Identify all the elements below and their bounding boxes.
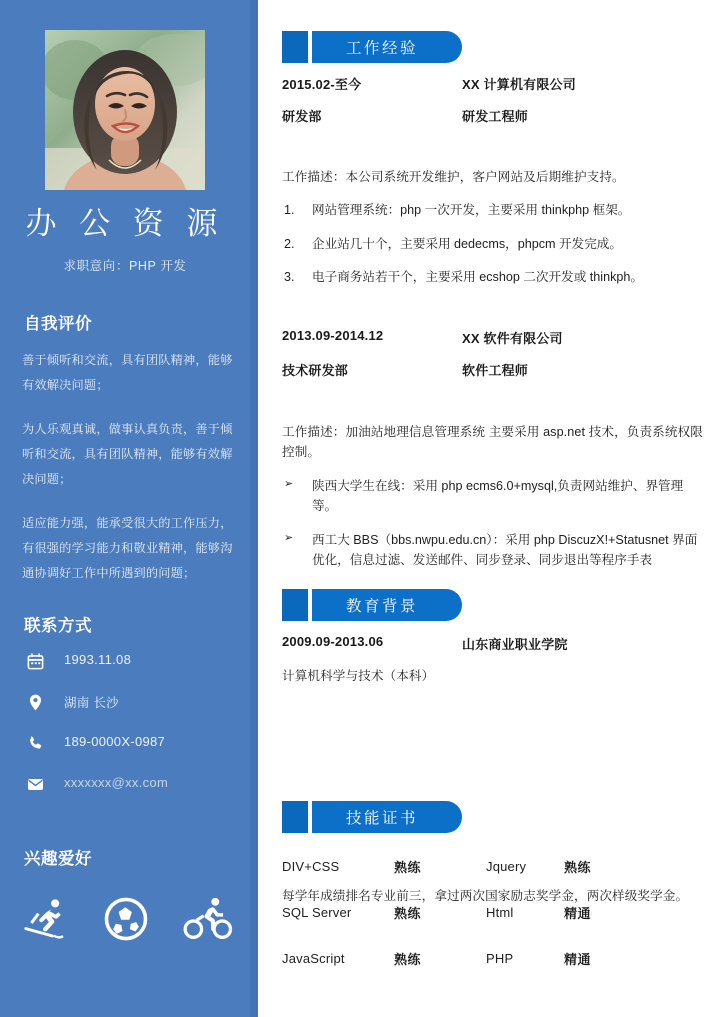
location-value: 湖南 长沙 [64,696,119,710]
skill-level: 精通 [564,905,592,921]
item-text: 网站管理系统：php 一次开发，主要采用 thinkphp 框架。 [312,203,631,218]
contact-title: 联系方式 [24,617,92,635]
calendar-icon [22,648,48,674]
work-job-1-details [282,167,706,287]
work-job-1 [282,74,706,138]
skill-level: 精通 [564,951,592,967]
item-text: 陕西大学生在线：采用 php ecms6.0+mysql,负责网站维护、界管理等。 [312,478,684,514]
self-eval-paragraph: 适应能力强，能承受很大的工作压力，有很强的学习能力和敬业精神，能够沟通协调好工作中所遇到的问题； [22,516,233,581]
skill-name: DIV+CSS [282,858,340,874]
job-numbered-item [282,267,706,287]
job-bullet-item [282,530,706,571]
email-value: xxxxxxx@xx.com [64,775,169,790]
skill-row [282,843,706,889]
job-dept-title-row [282,106,706,125]
self-eval-paragraph: 善于倾听和交流，具有团队精神，能够有效解决问题； [22,353,233,393]
hobbies-icon-row [18,890,238,948]
hobbies-title: 兴趣爱好 [24,850,92,868]
section-accent-square [282,589,308,621]
skill-row [282,935,706,981]
candidate-name: 办 公 资 源 [25,206,225,241]
soccer-ball-icon [100,890,152,948]
skill-level: 熟练 [394,951,422,967]
job-title: 软件工程师 [462,363,529,378]
job-period-company-row [282,74,706,93]
skill-name: SQL Server [282,904,352,920]
section-pill [312,801,462,833]
name-block [0,205,250,274]
sidebar [0,0,258,1017]
education-block [282,634,706,686]
skill-name: PHP [486,950,514,966]
job-department: 研发部 [282,109,322,124]
job-department: 技术研发部 [282,363,349,378]
job-company: XX 计算机有限公司 [462,77,576,92]
section-pill [312,31,462,63]
skill-name: JavaScript [282,950,345,966]
work-job-2 [282,328,706,392]
item-number: 2. [284,236,295,251]
job-objective: 求职意向：PHP 开发 [63,259,187,274]
contact-row-location [22,689,242,730]
section-title-education: 教育背景 [346,598,419,615]
section-accent-square [282,31,308,63]
skill-level: 熟练 [394,905,422,921]
skill-level: 熟练 [564,859,592,875]
education-period: 2009.09-2013.06 [282,634,384,649]
education-period-school-row [282,634,706,653]
self-evaluation-title: 自我评价 [24,315,92,333]
contact-list [22,648,242,812]
education-major: 计算机科学与技术（本科） [282,669,435,683]
section-title-skills: 技能证书 [346,810,419,827]
job-numbered-item [282,200,706,220]
skill-level: 熟练 [394,859,422,875]
skill-name: Html [486,904,514,920]
item-text: 电子商务站若干个，主要采用 ecshop 二次开发或 thinkph。 [312,269,643,284]
contact-row-birthday [22,648,242,689]
job-description: 工作描述：加油站地理信息管理系统 主要采用 asp.net 技术，负责系统权限控制。 [282,425,703,460]
phone-value: 189-0000X-0987 [64,734,166,749]
section-pill [312,589,462,621]
job-period-company-row [282,328,706,347]
job-bullet-item [282,476,706,517]
bullet-arrow-icon: ➢ [284,531,294,544]
skills-grid [282,843,706,981]
item-text: 企业站几十个，主要采用 dedecms，phpcm 开发完成。 [312,236,622,251]
work-job-2-details [282,422,706,582]
profile-photo [45,30,205,190]
cycling-icon [180,890,238,948]
sidebar-right-edge [250,0,258,1017]
self-evaluation-body [22,348,234,590]
job-period: 2015.02-至今 [282,77,362,92]
section-title-work: 工作经验 [346,40,419,57]
education-note: 每学年成绩排名专业前三，拿过两次国家励志奖学金，两次样级奖学金。 [282,889,689,903]
skiing-icon [18,890,72,948]
job-numbered-item [282,234,706,254]
education-school: 山东商业职业学院 [462,637,568,652]
job-period: 2013.09-2014.12 [282,328,384,343]
item-number: 3. [284,269,295,284]
bullet-arrow-icon: ➢ [284,477,294,490]
job-company: XX 软件有限公司 [462,331,563,346]
main-column [258,0,720,1017]
job-description: 工作描述：本公司系统开发维护，客户网站及后期维护支持。 [282,170,625,184]
contact-row-email [22,771,242,812]
job-title: 研发工程师 [462,109,529,124]
skill-row [282,889,706,935]
envelope-icon [22,771,48,797]
birthday-value: 1993.11.08 [64,652,132,667]
item-number: 1. [284,203,295,218]
self-eval-paragraph: 为人乐观真诚，做事认真负责，善于倾听和交流，具有团队精神，能够有效解决问题； [22,422,233,487]
job-dept-title-row [282,360,706,379]
location-pin-icon [22,689,48,715]
item-text: 西工大 BBS（bbs.nwpu.edu.cn）：采用 php DiscuzX!+Statusnet 界面优化，信息过滤、发送邮件、同步登录、同步退出等程序手表 [312,532,698,567]
section-accent-square [282,801,308,833]
phone-icon [22,730,48,756]
contact-row-phone [22,730,242,771]
skill-name: Jquery [486,858,527,874]
